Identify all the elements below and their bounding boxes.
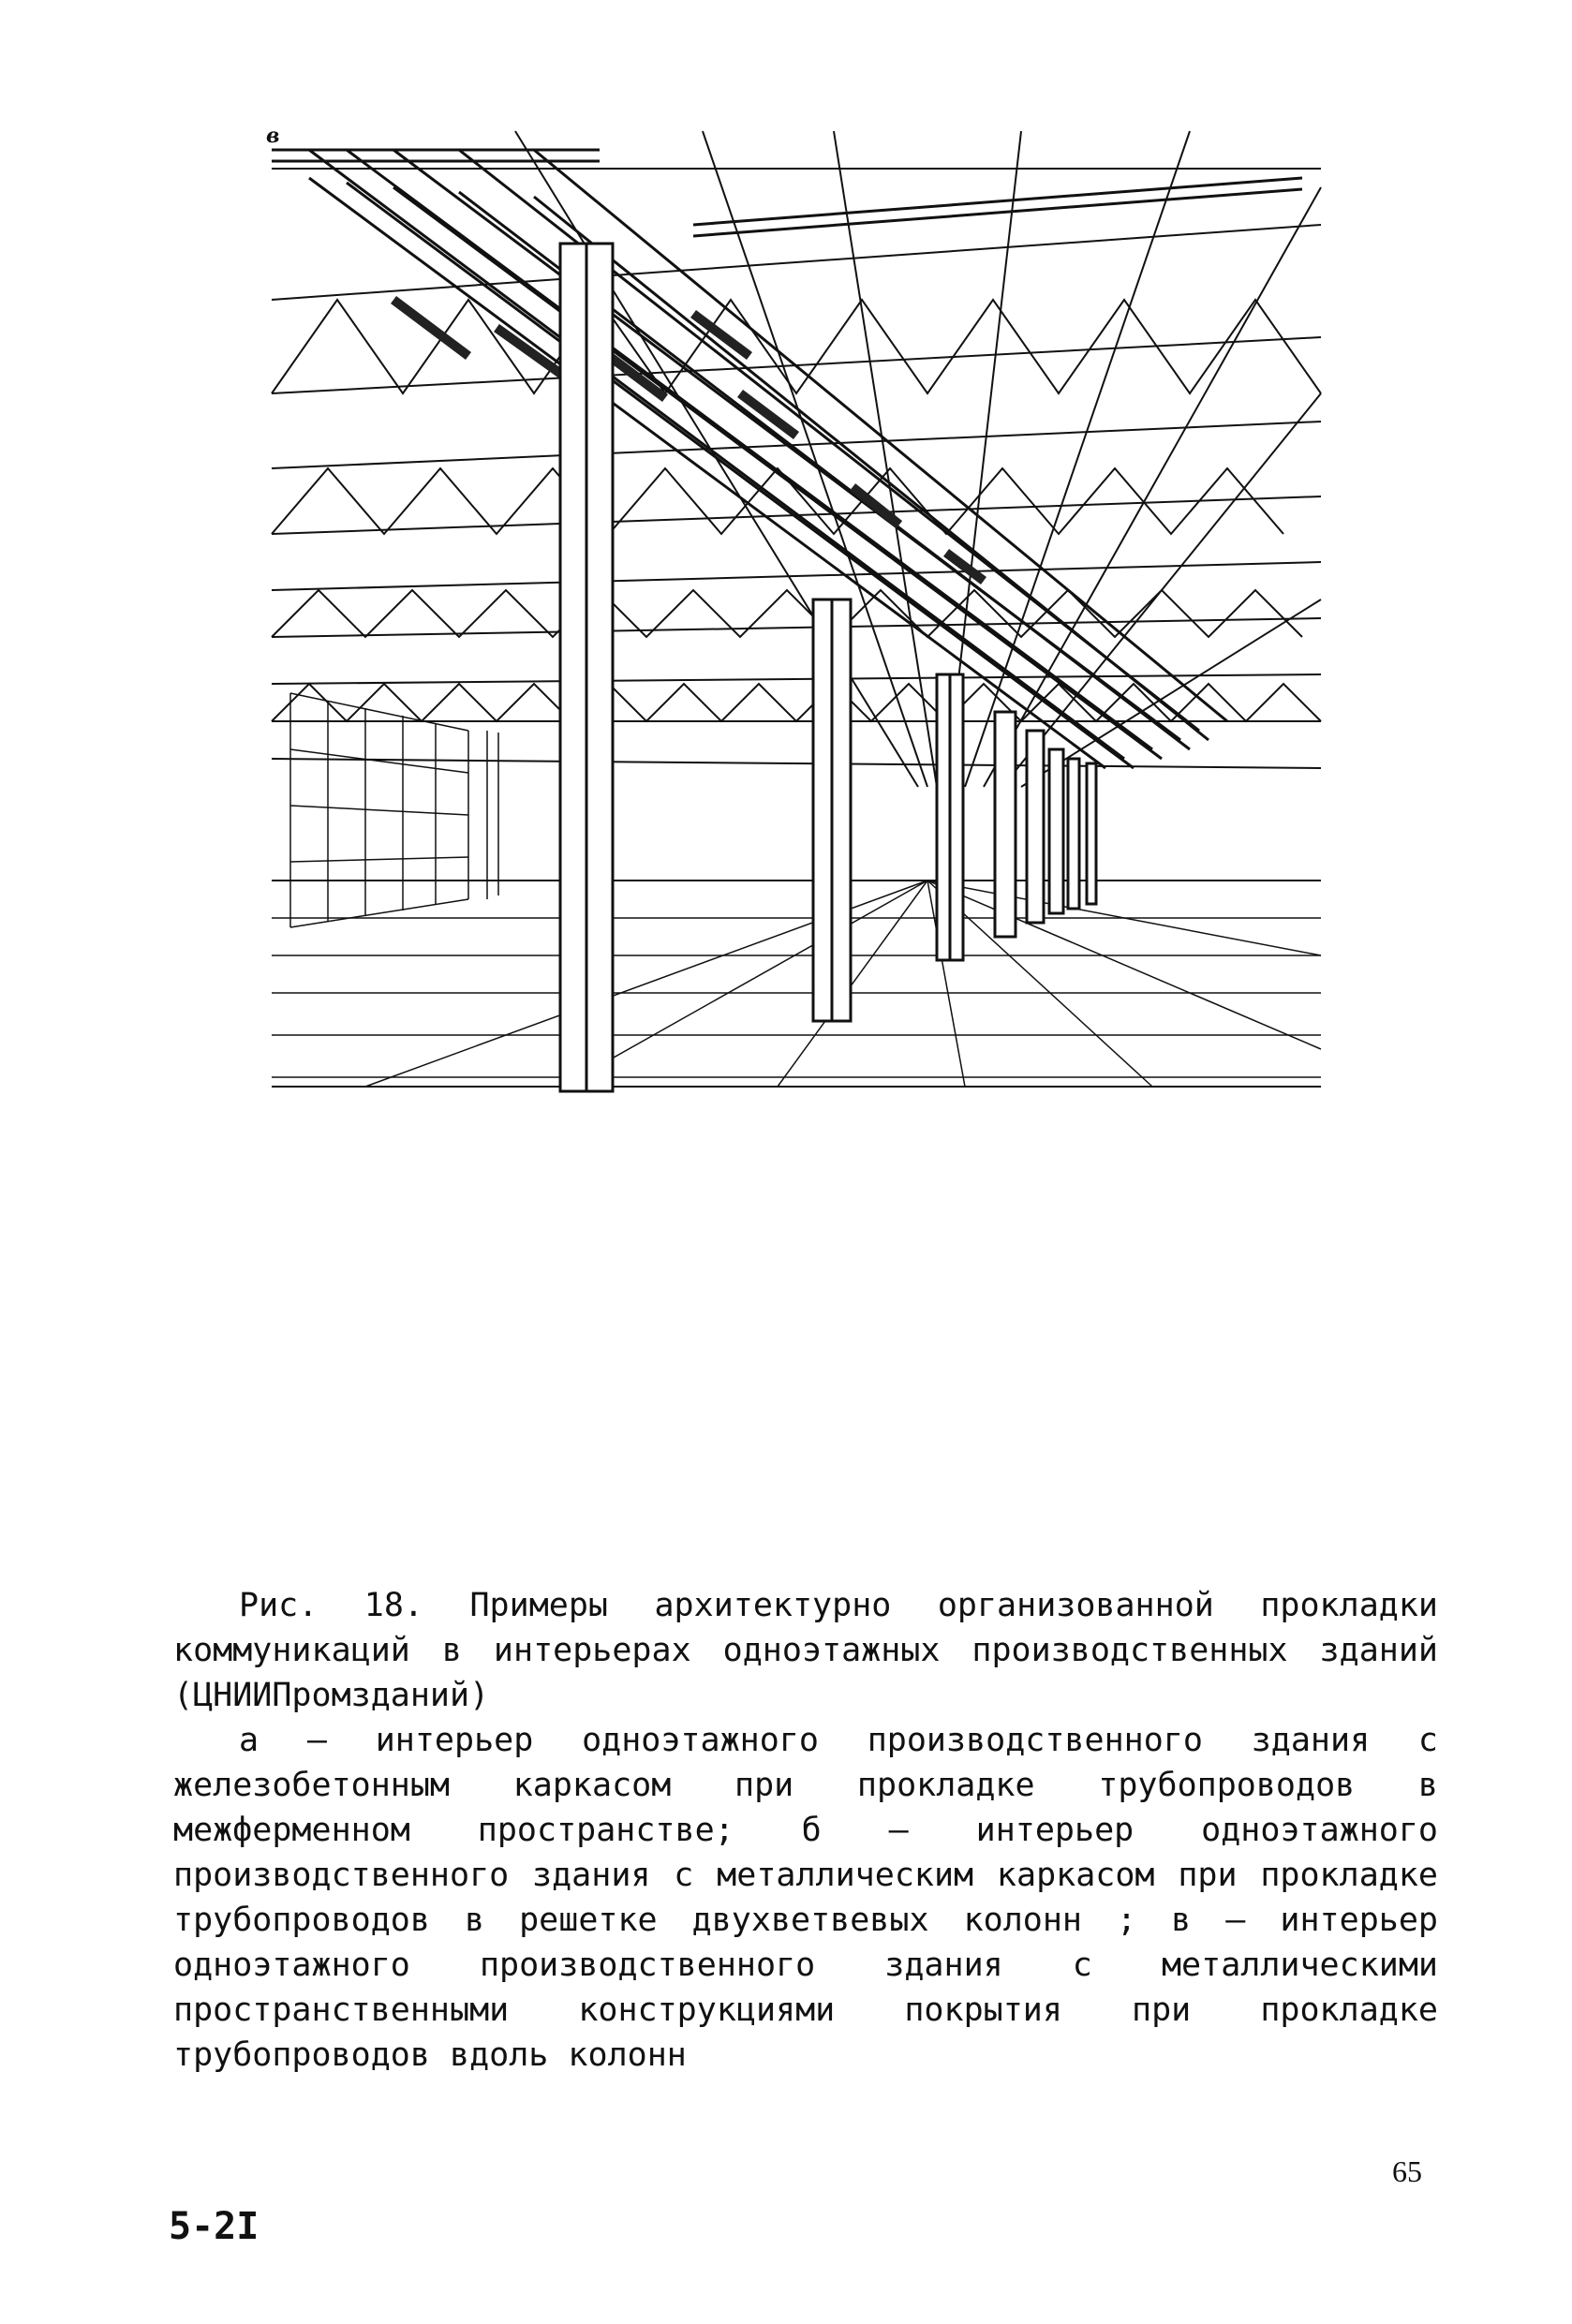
- sheet-code: 5-2I: [169, 2205, 260, 2248]
- page-number: 65: [1392, 2154, 1422, 2188]
- figure-letter: в: [266, 124, 280, 148]
- interior-figure: [253, 112, 1340, 1105]
- window-wall: [290, 693, 498, 927]
- floor-grid: [272, 881, 1321, 1087]
- caption-title: Рис. 18. Примеры архитектурно организованной прокладки коммуникаций в интерьерах одноэтажных производственных зданий (ЦНИИПромзданий): [173, 1587, 1438, 1714]
- caption-legend: а – интерьер одноэтажного производственного здания с железобетонным каркасом при прокладке трубопроводов в межферменном пространстве; б – интерьер одноэтажного производственного здания с металлическим каркасом при прокладке трубопроводов в решетке двухветвевых колонн ; в – интерьер одноэтажного производственного здания с металлическими пространственными конструкциями покрытия при прокладке трубопроводов вдоль колонн: [173, 1722, 1438, 2074]
- industrial-interior-illustration-icon: [253, 112, 1340, 1105]
- figure-caption: [173, 1583, 1438, 2078]
